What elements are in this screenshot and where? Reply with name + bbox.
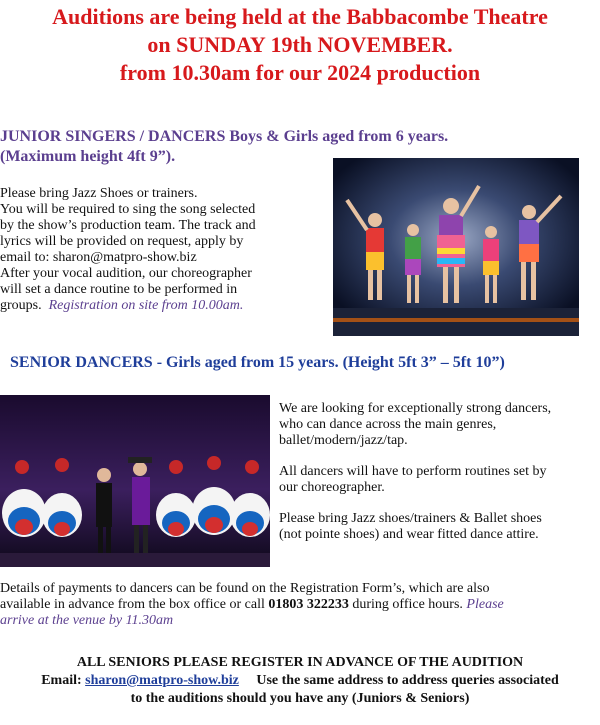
- footer-line-2-rest: Use the same address to address queries associated: [238, 673, 559, 688]
- footer-line-1: ALL SENIORS PLEASE REGISTER IN ADVANCE OF THE AUDITION: [76, 655, 524, 670]
- payments-line-2-suffix: during office hours.: [348, 597, 467, 612]
- arrival-note-start: Please: [466, 597, 504, 612]
- box-office-phone: 01803 322233: [268, 597, 349, 612]
- junior-line: After your vocal audition, our choreographer: [0, 266, 252, 281]
- senior-dancers-photo: [0, 395, 270, 567]
- junior-line: will set a dance routine to be performed in: [0, 282, 238, 297]
- senior-line: We are looking for exceptionally strong dancers,: [279, 401, 552, 416]
- footer-line-2: [0, 672, 600, 689]
- senior-para-3: [279, 511, 600, 543]
- senior-line: our choreographer.: [279, 480, 385, 495]
- senior-line: Please bring Jazz shoes/trainers & Ballet shoes: [279, 511, 542, 526]
- senior-line: ballet/modern/jazz/tap.: [279, 433, 408, 448]
- headline-line-1: Auditions are being held at the Babbacombe Theatre: [52, 4, 548, 29]
- payments-line-2-prefix: available in advance from the box office or call: [0, 597, 269, 612]
- junior-line: You will be required to sing the song selected: [0, 202, 256, 217]
- arrival-note-end: arrive at the venue by 11.30am: [0, 613, 174, 628]
- junior-heading-line-1: JUNIOR SINGERS / DANCERS Boys & Girls aged from 6 years.: [0, 128, 449, 145]
- payments-info: [0, 581, 600, 629]
- junior-last-line-prefix: groups.: [0, 298, 49, 313]
- senior-line: All dancers will have to perform routines set by: [279, 464, 547, 479]
- junior-line: by the show’s production team. The track and: [0, 218, 256, 233]
- junior-instructions: [0, 186, 325, 314]
- registration-note: Registration on site from 10.00am.: [48, 298, 244, 313]
- junior-performers-photo: [333, 158, 579, 336]
- senior-heading: SENIOR DANCERS - Girls aged from 15 years. (Height 5ft 3” – 5ft 10”): [10, 354, 505, 371]
- footer-line-3: to the auditions should you have any (Juniors & Seniors): [130, 691, 470, 706]
- email-link[interactable]: sharon@matpro-show.biz: [85, 673, 239, 688]
- payments-line-2: [0, 597, 600, 613]
- email-label: Email:: [41, 673, 86, 688]
- senior-line: who can dance across the main genres,: [279, 417, 497, 432]
- junior-line: lyrics will be provided on request, apply by: [0, 234, 244, 249]
- junior-line: Please bring Jazz Shoes or trainers.: [0, 186, 198, 201]
- senior-line: (not pointe shoes) and wear fitted dance attire.: [279, 527, 539, 542]
- senior-para-2: [279, 464, 600, 496]
- headline-line-2: on SUNDAY 19th NOVEMBER.: [147, 32, 453, 57]
- senior-info: [279, 401, 600, 543]
- payments-line-1: Details of payments to dancers can be found on the Registration Form’s, which are also: [0, 581, 490, 596]
- headline-line-3: from 10.30am for our 2024 production: [119, 60, 481, 85]
- senior-para-1: [279, 401, 600, 449]
- junior-heading-line-2: (Maximum height 4ft 9”).: [0, 148, 176, 165]
- junior-line: [0, 298, 325, 314]
- junior-line: email to: sharon@matpro-show.biz: [0, 250, 197, 265]
